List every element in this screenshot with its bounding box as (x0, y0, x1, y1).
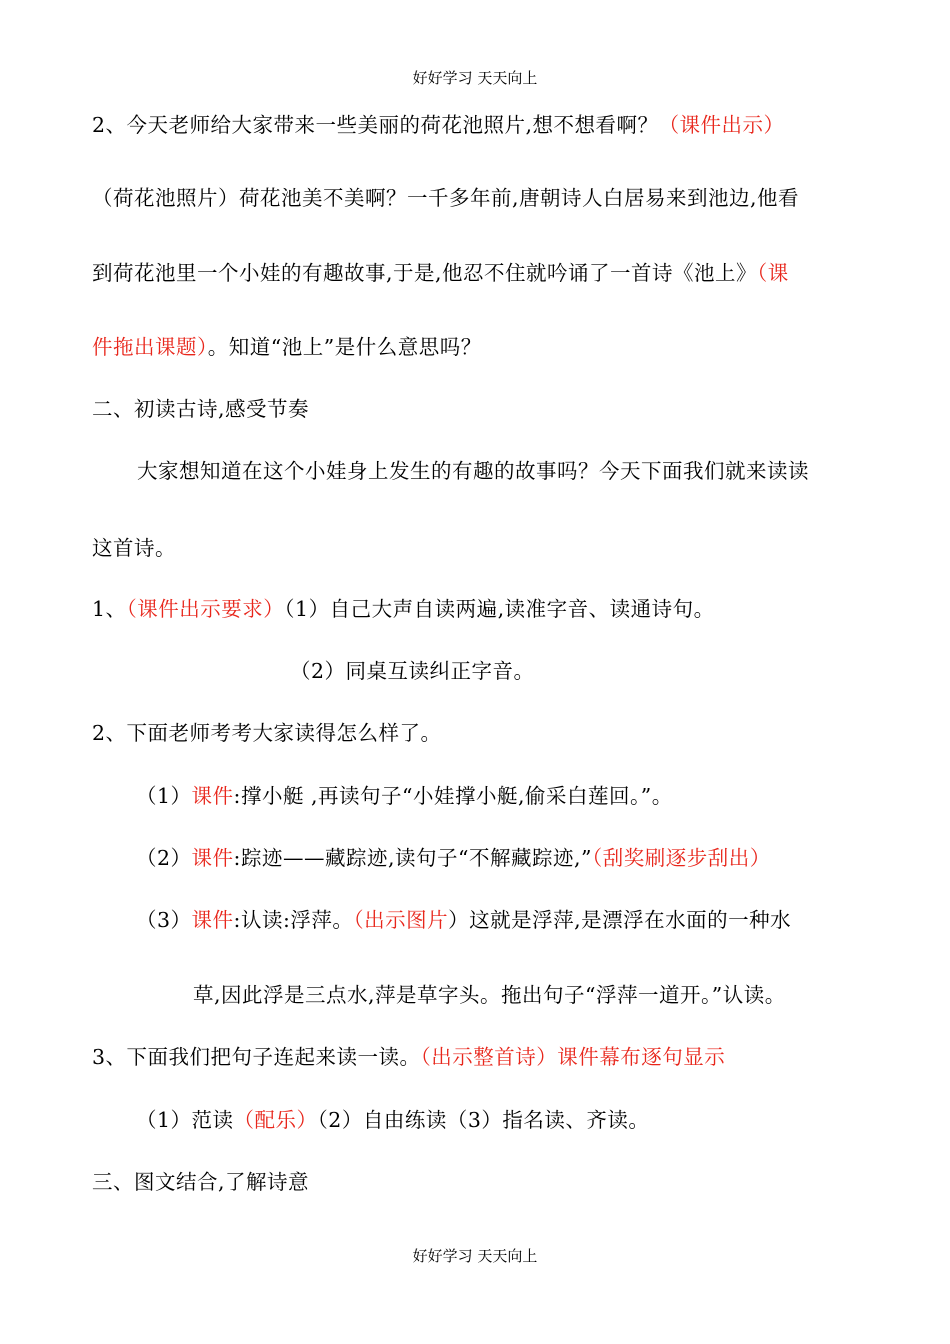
highlight-text: （配乐） (233, 1108, 318, 1132)
text-segment: :认读:浮萍。 (233, 908, 354, 932)
paragraph-line (92, 110, 785, 140)
text-segment: 草,因此浮是三点水,萍是草字头。拖出句子“浮萍一道开。”认读。 (193, 983, 786, 1007)
highlight-text: （出示整首诗）课件幕布逐句显示 (420, 1045, 726, 1069)
highlight-text: （课 (757, 261, 789, 285)
text-segment: 。知道“池上”是什么意思吗？ (207, 335, 482, 359)
text-segment: :撑小艇 ,再读句子“小娃撑小艇,偷采白莲回。”。 (233, 784, 673, 808)
highlight-text: 课件 (191, 846, 234, 870)
list-item (92, 1042, 725, 1072)
text-segment: 二、初读古诗,感受节奏 (92, 397, 310, 421)
list-item (92, 594, 715, 624)
text-segment: ）这就是浮萍,是漂浮在水面的一种水 (448, 908, 792, 932)
text-segment: （2） (136, 846, 192, 870)
text-segment: （1） (136, 784, 192, 808)
paragraph-line (137, 456, 809, 486)
list-item (193, 980, 786, 1010)
text-segment: （1）自己大声自读两遍,读准字音、读通诗句。 (284, 597, 715, 621)
highlight-text: （课件出示） (658, 113, 785, 137)
list-item (92, 718, 442, 748)
text-segment: （荷花池照片）荷花池美不美啊？一千多年前,唐朝诗人白居易来到池边,他看 (92, 186, 800, 210)
highlight-text: （出示图片 (353, 908, 449, 932)
text-segment: 2、下面老师考考大家读得怎么样了。 (92, 721, 442, 745)
paragraph-line (92, 183, 799, 213)
text-segment: :踪迹——藏踪迹,读句子“不解藏踪迹,” (233, 846, 592, 870)
highlight-text: 件拖出课题） (92, 335, 208, 359)
text-segment: 2、今天老师给大家带来一些美丽的荷花池照片,想不想看啊？ (92, 113, 659, 137)
paragraph-line (92, 533, 176, 563)
paragraph-line (92, 258, 789, 288)
page-footer: 好好学习 天天向上 (412, 1247, 538, 1265)
highlight-text: （刮奖刷逐步刮出） (591, 846, 771, 870)
text-segment: 到荷花池里一个小娃的有趣故事,于是,他忍不住就吟诵了一首诗《池上》 (92, 261, 758, 285)
highlight-text: 课件 (191, 784, 234, 808)
text-segment: 1、 (92, 597, 127, 621)
text-segment: （3） (136, 908, 192, 932)
list-item (136, 905, 791, 935)
list-item (290, 656, 535, 686)
text-segment: （2）自由练读（3）指名读、齐读。 (317, 1108, 650, 1132)
list-item (136, 1105, 649, 1135)
text-segment: （2）同桌互读纠正字音。 (290, 659, 535, 683)
text-segment: 大家想知道在这个小娃身上发生的有趣的故事吗？今天下面我们就来读读 (137, 459, 809, 483)
highlight-text: 课件 (191, 908, 234, 932)
section-heading (92, 394, 309, 424)
text-segment: 这首诗。 (92, 536, 176, 560)
text-segment: 3、下面我们把句子连起来读一读。 (92, 1045, 421, 1069)
highlight-text: （课件出示要求） (126, 597, 285, 621)
text-segment: 三、图文结合,了解诗意 (92, 1170, 310, 1194)
list-item (136, 781, 673, 811)
section-heading (92, 1167, 309, 1197)
page-header: 好好学习 天天向上 (412, 69, 538, 87)
text-segment: （1）范读 (136, 1108, 234, 1132)
list-item (136, 843, 771, 873)
paragraph-line (92, 332, 482, 362)
